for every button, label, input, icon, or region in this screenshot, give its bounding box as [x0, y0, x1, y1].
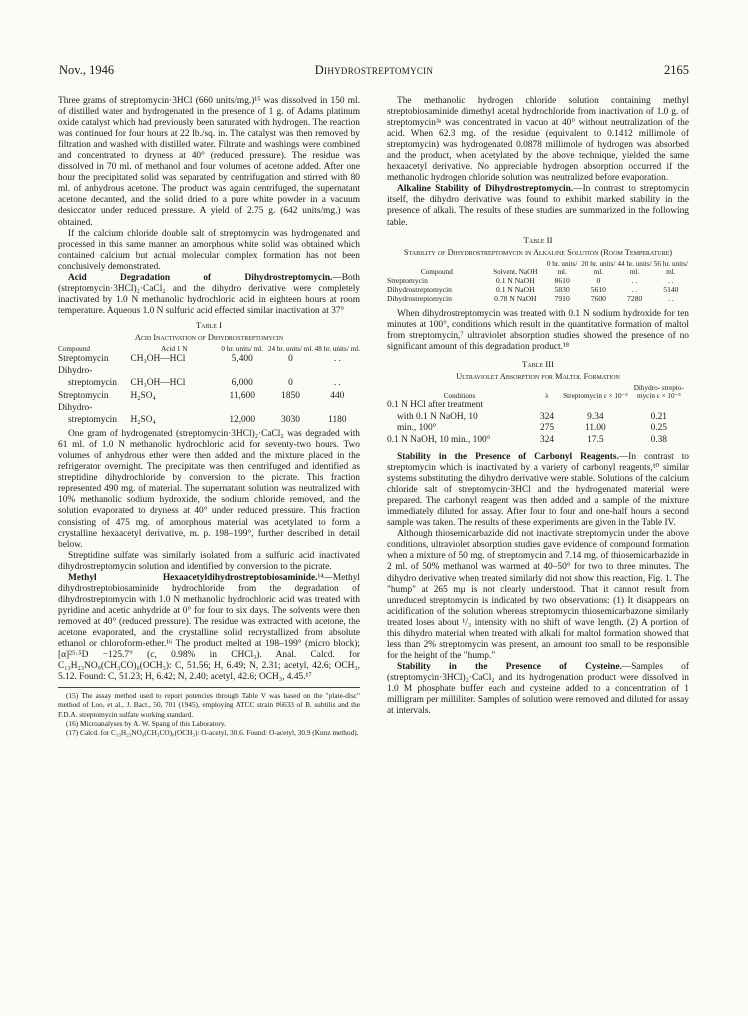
table-cell: . . [631, 284, 638, 294]
table-cell: Streptomycin [387, 275, 428, 285]
table-cell: 5,400 [231, 353, 253, 364]
left-column [58, 96, 360, 737]
table-caption: Table I [195, 319, 223, 330]
table-row [58, 414, 360, 426]
table-cell [532, 400, 562, 411]
column-header: 0 hr. units/ ml. [221, 344, 264, 353]
column-header: λ [545, 392, 549, 401]
table-cell: 0.25 [650, 423, 667, 434]
column-header: 24 hr. units/ ml. [267, 344, 314, 353]
table-uv-absorption [387, 384, 689, 446]
table-cell: 0.78 N NaOH [494, 293, 537, 303]
paragraph-text: ¹⁴—Methyl dihydrostreptobiosaminide hydrochloride from the degradation of dihydrostreptomycin with 1.0 N methanolic hydrochloric acid was treated with pyridine and acetic anhydride at 0° for four to six days. The solvents were then removed at 40° (reduced pressure). The residue was extracted with acetone, the acetone evaporated, and the crystalline solid recrystallized from absolute ethanol or chloroform-ether.¹⁶ The product melted at 198–199° (micro block); [α]²⁵·⁵D −125.7° (c, 0.98% in CHCl₃). Anal. Calcd. for C₁₃H₂₃NO₉(CH₃CO)₆(OCH₃): C, 51.56; H, 6.49; N, 2.31; acetyl, 42.6; OCH₃, 5.12. Found: C, 51.23; H, 6.42; N, 2.40; acetyl, 42.6; OCH₃, 4.45.¹⁷ [58, 572, 360, 683]
table-title: Acid Inactivation of Dihydrostreptomycin [134, 332, 284, 342]
table-cell [218, 402, 266, 414]
paragraph-text: —In contrast to streptomycin itself, the dihydro derivative was found to exhibit marked stability in the presence of alkali. The results of these studies are summarized in the following table. [387, 184, 690, 228]
table-cell: 7600 [590, 293, 606, 303]
right-column [387, 96, 689, 717]
table-cell [266, 365, 314, 377]
table-cell: with 0.1 N NaOH, 10 [397, 411, 478, 422]
table-row [58, 353, 360, 365]
column-header: Acid 1 N [161, 344, 188, 353]
table-cell: Dihydro- [58, 402, 93, 413]
table-cell: Dihydro- [58, 366, 93, 377]
table-cell: 0.1 N NaOH [496, 284, 535, 294]
table-title: Stability of Dihydrostreptomycin in Alkaline Solution (Room Temperature) [403, 247, 673, 257]
section-heading: Methyl Hexaacetyldihydrostreptobiosaminide. [68, 572, 318, 583]
column-header: Dihydro- strepto- mycin ε × 10⁻³ [633, 384, 684, 401]
column-header: 44 hr. units/ ml. [617, 259, 652, 276]
table-cell [629, 400, 689, 411]
table-cell: 1180 [328, 414, 347, 425]
column-header: Compound [58, 344, 90, 353]
column-header: 0 hr. units/ ml. [546, 259, 578, 276]
table-cell: . . [668, 293, 674, 303]
table-cell: 0 [596, 275, 601, 285]
table-cell: 5610 [590, 284, 606, 294]
table-acid-inactivation [58, 345, 360, 426]
paragraph: Although thiosemicarbazide did not inactivate streptomycin under the above conditions, ultraviolet absorption studies gave evidence of compound formation when a mixture of 50 mg. of streptomycin and 7.14 mg. of thiosemicarbazide in 2 ml. of 50% methanol was warmed at 40–50° for two to three minutes. The dihydro derivative when treated similarly did not show this reaction, Fig. 1. The "hump" at 265 mμ is not clearly understood. That it cannot result from unreduced streptomycin is indicated by two observations: (1) It disappears on acidification of the solution whereas streptomycin thiosemicarbazone similarly treated loses about ¹/₃ intensity with no shift of wave length. (2) A portion of this dihydro material when treated with alkali for maltol formation showed that less than 2% streptomycin was present, an amount too small to be responsible for the height of the "hump." [387, 529, 689, 661]
table-caption: Table II [523, 234, 553, 245]
footnote: (16) Microanalyses by A. W. Spang of this Laboratory. [66, 718, 226, 728]
table-alkaline-stability [387, 260, 689, 304]
table-row [387, 412, 689, 423]
paragraph-text: —In contrast to streptomycin which is inactivated by a variety of carbonyl reagents,¹⁰ similar systems substituting the dihydro derivative were stable. Solutions of the calcium chloride salt of streptomycin·3HCl and the hydrogenated material were prepared. The carbonyl reagent was then added and a sample of the mixture immediately diluted for assay. After four to four and one-half hours a second sample was taken. The results of these experiments are given in the Table IV. [387, 451, 689, 529]
header-date: Nov., 1946 [59, 63, 115, 77]
table-cell: 0 [288, 378, 293, 389]
table-cell [562, 400, 628, 411]
table-cell: 0.1 N NaOH, 10 min., 100° [387, 434, 491, 445]
paragraph [387, 452, 689, 529]
table-cell: 17.5 [587, 434, 604, 445]
table-row [387, 294, 689, 303]
paragraph [387, 662, 689, 717]
column-header: 48 hr. units/ ml. [314, 344, 360, 353]
column-header: Conditions [443, 392, 476, 401]
table-cell: . . [333, 353, 341, 364]
running-header [59, 63, 689, 79]
table-cell: Dihydrostreptomycin [387, 284, 452, 294]
table-row [58, 377, 360, 389]
column-header: Streptomycin ε × 10⁻³ [563, 392, 628, 401]
paragraph-text: —Both (streptomycin·3HCl)₂·CaCl₂ and the dihydro derivative were completely inactivated by 1.0 N methanolic hydrochloric acid in eighteen hours at room temperature. Aqueous 1.0 N sulfuric acid effected similar inactivation at 37° [58, 272, 360, 316]
page-number: 2165 [664, 63, 689, 77]
header-title: Dihydrostreptomycin [314, 63, 434, 77]
table-cell: 0 [288, 353, 293, 364]
table-caption: Table III [521, 359, 555, 370]
table-cell: 7910 [554, 293, 570, 303]
table-cell: CH₃OH—HCl [130, 353, 186, 364]
table-cell [130, 365, 218, 377]
table-cell [266, 402, 314, 414]
table-cell: 0.1 N NaOH [496, 275, 535, 285]
paragraph: One gram of hydrogenated (streptomycin·3HCl)₂·CaCl₂ was degraded with 61 ml. of 1.0 N methanolic hydrochloric acid for seventy-two hours. Two volumes of anhydrous ether were then added and the mixture placed in the refrigerator overnight. The precipitate was then centrifuged and identified as streptidine dihydrochloride by conversion to the picrate. This fraction represented 490 mg. of material. The supernatant solution was neutralized with 10% methanolic sodium hydroxide, the sodium chloride removed, and the solution evaporated to dryness at 40° under reduced pressure. This fraction consisting of 475 mg. of amorphous material was acetylated to form a crystalline hexaacetyl derivative, m. p. 198–199°, further described in detail below. [58, 429, 360, 550]
table-cell: 9.34 [587, 411, 604, 422]
table-cell: 0.38 [650, 434, 667, 445]
table-row [387, 285, 689, 294]
section-heading: Stability in the Presence of Cysteine. [397, 661, 622, 672]
table-cell [315, 365, 360, 377]
table-cell [130, 402, 218, 414]
table-row [387, 276, 689, 285]
table-cell: streptomycin [68, 378, 117, 389]
paragraph: The methanolic hydrogen chloride solution containing methyl streptobiosaminide dimethyl acetal hydrochloride from inactivation of 1.0 g. of streptomycin³ᵃ was concentrated in vacuo at 40° without neutralization of the acid. When 62.3 mg. of the residue (equivalent to 0.1412 millimole of streptomycin) was hydrogenated 0.0878 millimole of hydrogen was absorbed and the product, when acetylated by the above technique, yielded the same hexaacetyl derivative. No appreciable hydrogen absorption occurred if the methanolic hydrogen chloride solution was neutralized before evaporation. [387, 96, 689, 184]
table-cell [315, 402, 360, 414]
section-heading: Stability in the Presence of Carbonyl Reagents. [397, 451, 619, 462]
section-heading: Alkaline Stability of Dihydrostreptomycin. [397, 184, 574, 195]
footnote: (15) The assay method used to report potencies through Table V was based on the "plate-disc" method of Loo, et al., J. Bact., 50, 701 (1945), employing ATCC strain #6633 of B. subtilis and the F.D.A. streptomycin sulfate working standard. [58, 687, 360, 719]
table-cell: 0.21 [650, 411, 667, 422]
table-cell: H₂SO₄ [130, 414, 156, 425]
column-header: Solvent, NaOH [493, 267, 538, 276]
table-cell: Streptomycin [58, 353, 109, 364]
table-cell: 275 [540, 423, 555, 434]
paragraph: Streptidine sulfate was similarly isolated from a sulfuric acid inactivated dihydrostreptomycin solution and identified by conversion to the picrate. [58, 550, 360, 572]
column-header: 20 hr. units/ ml. [581, 259, 616, 276]
paragraph: If the calcium chloride double salt of streptomycin was hydrogenated and processed in this same manner an amorphous white solid was obtained which contained calcium but actual molecular complex formation has not been conclusively demonstrated. [58, 228, 360, 272]
table-cell [218, 365, 266, 377]
table-cell: . . [668, 275, 674, 285]
table-cell: Streptomycin [58, 390, 109, 401]
paragraph: When dihydrostreptomycin was treated with 0.1 N sodium hydroxide for ten minutes at 100°, conditions which result in the quantitative formation of maltol from streptomycin,⁷ ultraviolet absorption studies showed the presence of no significant amount of this degradation product.¹⁸ [387, 309, 689, 353]
table-row [58, 365, 360, 377]
paragraph [387, 184, 689, 228]
table-cell: 7280 [627, 293, 643, 303]
section-heading: Acid Degradation of Dihydrostreptomycin. [68, 272, 333, 283]
table-cell: 0.1 N HCl after treatment [387, 400, 484, 411]
column-header: Compound [420, 267, 453, 276]
table-cell: . . [333, 378, 341, 389]
table-cell: 3030 [281, 414, 300, 425]
table-cell: CH₃OH—HCl [130, 378, 186, 389]
table-row [387, 435, 689, 446]
table-row [387, 400, 689, 411]
column-header: 56 hr. units/ ml. [653, 259, 688, 276]
table-cell: 8610 [554, 275, 570, 285]
table-cell: 12,000 [229, 414, 256, 425]
table-cell: . . [631, 275, 638, 285]
paragraph [58, 273, 360, 317]
table-cell: min., 100° [397, 423, 437, 434]
table-cell: 11,600 [229, 390, 255, 401]
table-cell: 11.00 [584, 423, 606, 434]
paragraph [58, 573, 360, 683]
table-row [58, 390, 360, 402]
table-cell: 5830 [554, 284, 570, 294]
table-title: Ultraviolet Absorption for Maltol Formation [456, 372, 620, 382]
table-cell: 1850 [281, 390, 300, 401]
table-cell: H₂SO₄ [130, 390, 156, 401]
paragraph-text: —Samples of (streptomycin·3HCl)₂·CaCl₂ and its hydrogenation product were dissolved in 1.0 M phosphate buffer each and cysteine added to a concentration of 1 milligram per milliliter. Samples of solution were removed and diluted for assay at intervals. [387, 661, 689, 717]
table-cell: 440 [330, 390, 345, 401]
table-cell: 324 [540, 434, 555, 445]
table-cell: 6,000 [231, 378, 253, 389]
table-cell: streptomycin [68, 414, 117, 425]
table-row [58, 402, 360, 414]
table-cell: Dihydrostreptomycin [387, 293, 452, 303]
table-cell: 5140 [663, 284, 679, 294]
table-cell: 324 [540, 411, 555, 422]
paragraph: Three grams of streptomycin·3HCl (660 units/mg.)¹⁵ was dissolved in 150 ml. of distilled water and hydrogenated in the presence of 1 g. of Adams platinum oxide catalyst which had previously been saturated with hydrogen. The reaction was continued for four hours at 22 lb./sq. in. The catalyst was then removed by filtration and washed with distilled water. Filtrate and washings were combined and concentrated to dryness at 40° (reduced pressure). The residue was dissolved in 70 ml. of methanol and four volumes of acetone added. After one hour the precipitated solid was separated by centrifugation and stirred with 80 ml. of anhydrous acetone. The product was again centrifuged, the supernatant acetone decanted, and the solid dried to a pure white powder in a vacuum desiccator under reduced pressure. A yield of 2.75 g. (642 units/mg.) was obtained. [58, 96, 360, 228]
footnote: (17) Calcd. for C₁₃H₂₃NO₉(CH₃CO)₆(OCH₃): O-acetyl, 30.6. Found: O-acetyl, 30.9 (Kunz method). [66, 728, 359, 738]
table-row [387, 423, 689, 434]
